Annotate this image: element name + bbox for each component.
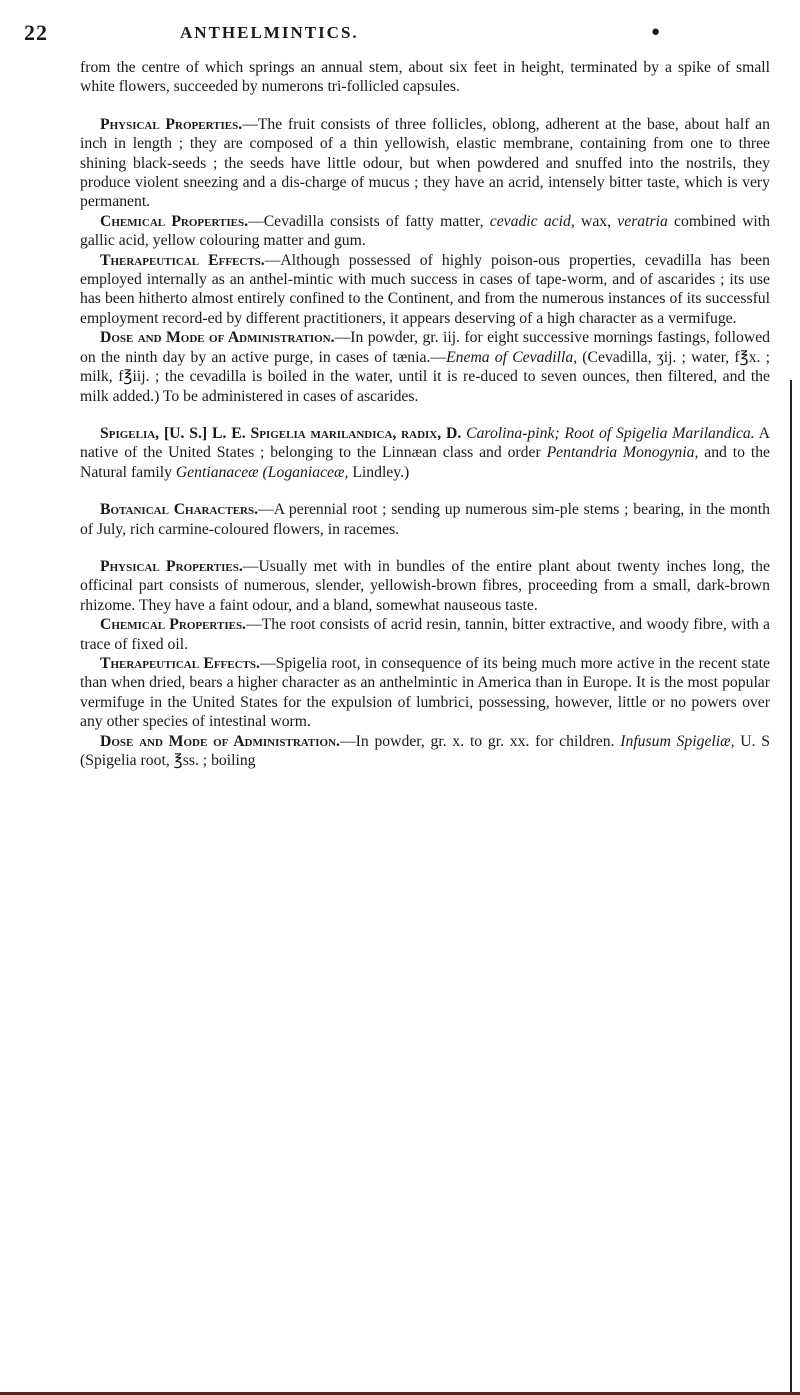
section-heading: Therapeutical Effects. — [100, 654, 260, 672]
section-text: (Cevadilla, ʒij. ; water, f℥x. ; milk, f℥iij. ; the cevadilla is boiled in the water, until it is re-duced to seven ounces, then filtered, and the milk added.) To be administered in cases of ascarides. — [80, 348, 770, 405]
page-edge-line — [790, 380, 792, 1395]
section-text: wax, — [574, 212, 618, 230]
section-heading: Physical Properties. — [100, 115, 243, 133]
page-number: 22 — [24, 20, 48, 45]
italic-term: veratria — [617, 212, 668, 230]
section-text: —In powder, gr. iij. for eight successive mornings fastings, followed on the ninth day by an active purge, in cases of tænia.— — [80, 329, 771, 366]
section-text: and to the Natural family — [80, 444, 770, 481]
section-heading: Chemical Properties. — [100, 616, 246, 634]
running-head: ANTHELMINTICS. — [180, 23, 359, 42]
section-text: —Usually met with in bundles of the entire plant about twenty inches long, the officinal part consists of numerous, slender, yellowish-brown fibres, proceeding from a small, dark-brown rhizome. They have a faint odour, and a bland, somewhat nauseous taste. — [80, 557, 770, 614]
cevadilla-therapeutic — [80, 251, 770, 329]
spigelia-therapeutic — [80, 654, 770, 732]
ornament-mark: ● — [651, 24, 661, 40]
italic-term: Infusum Spigeliæ, — [620, 732, 735, 750]
cevadilla-dose — [80, 328, 770, 406]
section-heading: Therapeutical Effects. — [100, 251, 265, 269]
page-header — [20, 20, 780, 46]
section-text: Lindley.) — [348, 463, 410, 481]
italic-term: Carolina-pink; Root of Spigelia Marilandica. — [466, 424, 755, 442]
italic-term: cevadic acid, — [489, 212, 575, 230]
cevadilla-intro: from the centre of which springs an annual stem, about six feet in height, terminated by a spike of small white flowers, succeeded by numerons tri-follicled capsules. — [80, 59, 770, 96]
spigelia-physical — [80, 557, 770, 615]
section-heading: Chemical Properties. — [100, 212, 249, 230]
section-text: —A perennial root ; sending up numerous sim-ple stems ; bearing, in the month of July, rich carmine-coloured flowers, in racemes. — [80, 501, 770, 538]
section-heading: Dose and Mode of Administration. — [100, 732, 340, 750]
italic-term: Pentandria Monogynia, — [546, 444, 699, 462]
cevadilla-chemical — [80, 212, 770, 251]
cevadilla-physical — [80, 115, 770, 212]
entry-title: Spigelia, [U. S.] L. E. Spigelia marilandica, radix, D. — [100, 424, 462, 442]
section-text: —Although possessed of highly poison-ous properties, cevadilla has been employed internally as an anthel-mintic with much success in cases of tape-worm, and of ascarides ; its use has been hitherto almost entirely confined to the Continent, and from the numerous instances of its successful employment record-ed by different practitioners, it appears deserving of a high character as a vermifuge. — [80, 251, 770, 327]
section-text: —The root consists of acrid resin, tannin, bitter extractive, and woody fibre, with a trace of fixed oil. — [80, 616, 770, 653]
spigelia-chemical — [80, 615, 770, 654]
section-text: —Cevadilla consists of fatty matter, — [248, 212, 490, 230]
section-text: —The fruit consists of three follicles, oblong, adherent at the base, about half an inch in length ; they are composed of a thin yellowish, elastic membrane, containing from one to three shining black-seeds ; the seeds have little odour, but when powdered and snuffed into the nostrils, they produce violent sneezing and a dis-charge of mucus ; they have an acrid, intensely bitter taste, which is very permanent. — [80, 115, 770, 211]
section-heading: Physical Properties. — [100, 557, 243, 575]
section-text: U. S (Spigelia root, ℥ss. ; boiling — [80, 732, 770, 769]
section-heading: Botanical Characters. — [100, 501, 259, 519]
spigelia-dose — [80, 732, 770, 771]
spigelia-botanical — [80, 500, 770, 539]
section-heading: Dose and Mode of Administration. — [100, 329, 335, 347]
page-body — [80, 58, 770, 770]
section-text: —In powder, gr. x. to gr. xx. for children. — [339, 732, 621, 750]
section-text: combined with gallic acid, yellow colouring matter and gum. — [80, 212, 770, 250]
italic-term: Enema of Cevadilla, — [446, 348, 578, 366]
section-text: —Spigelia root, in consequence of its being much more active in the recent state than when dried, bears a higher character as an anthelmintic in America than in Europe. It is the most popular vermifuge in the United States for the expulsion of lumbrici, possessing, however, little or no powers over any other species of intestinal worm. — [80, 654, 770, 731]
italic-term: Gentianaceæ (Loganiaceæ, — [175, 463, 349, 481]
section-text: A native of the United States ; belonging to the Linnæan class and order — [80, 424, 770, 462]
spigelia-entry — [80, 424, 770, 482]
